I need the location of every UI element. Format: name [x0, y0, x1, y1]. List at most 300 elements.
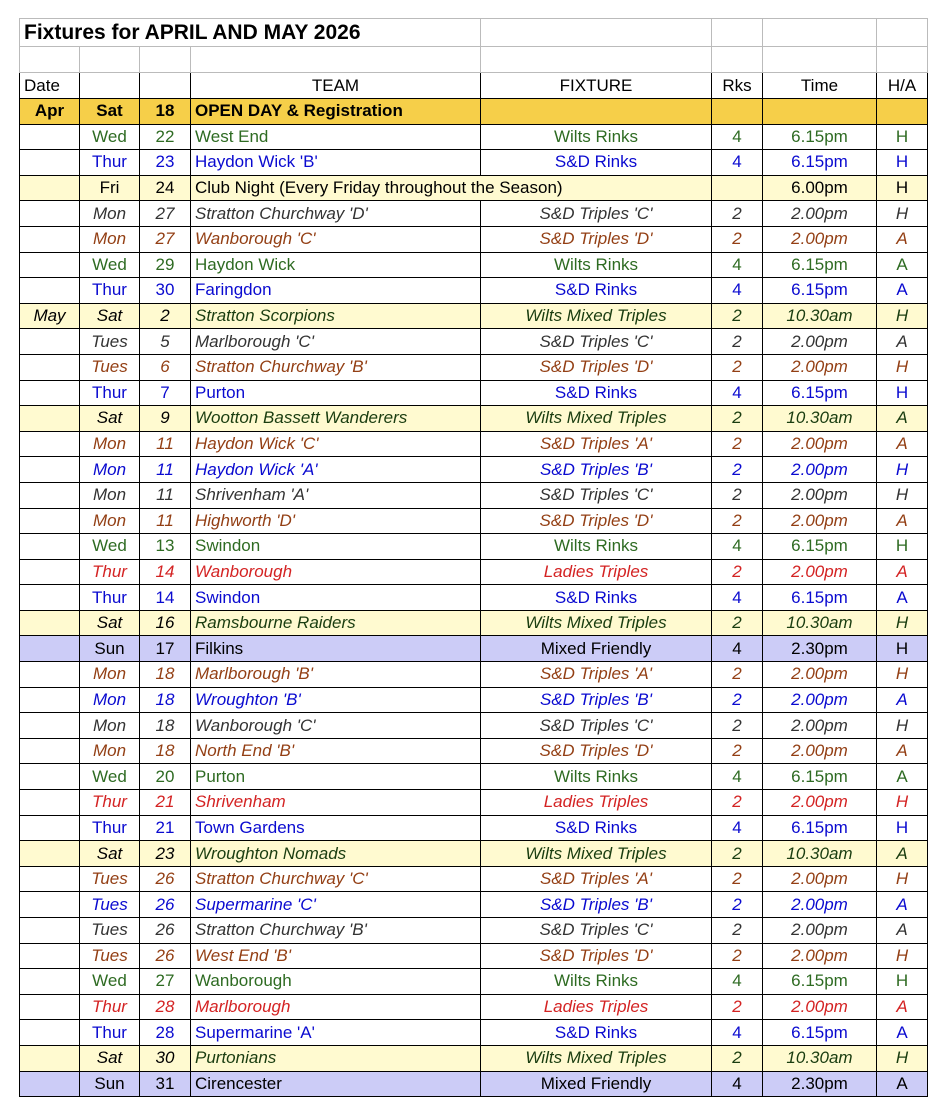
fixture-cell: Wilts Rinks: [481, 969, 712, 995]
home-away-cell: A: [877, 892, 928, 918]
month-cell: [20, 508, 80, 534]
team-cell: Wanborough: [191, 559, 481, 585]
rinks-cell: 4: [712, 252, 763, 278]
fixture-row: [20, 329, 928, 355]
time-cell: 2.00pm: [763, 918, 877, 944]
time-cell: 2.00pm: [763, 508, 877, 534]
team-cell: West End: [191, 124, 481, 150]
team-cell: Haydon Wick 'C': [191, 431, 481, 457]
time-cell: 2.00pm: [763, 226, 877, 252]
rinks-cell: 4: [712, 534, 763, 560]
team-cell: Swindon: [191, 534, 481, 560]
day-cell: Mon: [80, 508, 140, 534]
day-cell: Sun: [80, 636, 140, 662]
team-cell: Shrivenham: [191, 790, 481, 816]
home-away-cell: A: [877, 764, 928, 790]
month-cell: [20, 713, 80, 739]
day-cell: Wed: [80, 969, 140, 995]
fixture-row: [20, 764, 928, 790]
time-cell: 10.30am: [763, 610, 877, 636]
date-cell: 27: [140, 201, 191, 227]
home-away-cell: H: [877, 713, 928, 739]
home-away-cell: A: [877, 252, 928, 278]
team-cell: Stratton Churchway 'B': [191, 918, 481, 944]
fixture-cell: S&D Rinks: [481, 278, 712, 304]
month-cell: Apr: [20, 99, 80, 125]
day-cell: Thur: [80, 380, 140, 406]
home-away-cell: A: [877, 1071, 928, 1097]
date-cell: 14: [140, 585, 191, 611]
fixture-row: [20, 1071, 928, 1097]
month-cell: [20, 790, 80, 816]
time-cell: 10.30am: [763, 406, 877, 432]
time-cell: 6.15pm: [763, 124, 877, 150]
home-away-cell: A: [877, 559, 928, 585]
home-away-cell: A: [877, 687, 928, 713]
fixture-cell: Wilts Rinks: [481, 534, 712, 560]
fixture-row: [20, 815, 928, 841]
time-cell: 2.00pm: [763, 329, 877, 355]
home-away-cell: H: [877, 969, 928, 995]
day-cell: Tues: [80, 354, 140, 380]
day-cell: Wed: [80, 252, 140, 278]
rinks-cell: [712, 175, 763, 201]
time-cell: 2.00pm: [763, 559, 877, 585]
month-cell: [20, 738, 80, 764]
team-cell: Purtonians: [191, 1045, 481, 1071]
month-cell: [20, 662, 80, 688]
rinks-cell: [712, 99, 763, 125]
fixture-cell: S&D Rinks: [481, 150, 712, 176]
day-cell: Tues: [80, 892, 140, 918]
team-cell: Shrivenham 'A': [191, 482, 481, 508]
time-cell: 2.00pm: [763, 354, 877, 380]
rinks-cell: 2: [712, 201, 763, 227]
time-cell: 2.00pm: [763, 482, 877, 508]
rinks-cell: 4: [712, 585, 763, 611]
time-cell: 2.00pm: [763, 662, 877, 688]
time-cell: 6.15pm: [763, 764, 877, 790]
date-cell: 18: [140, 687, 191, 713]
team-cell: Marlborough: [191, 994, 481, 1020]
day-cell: Sat: [80, 841, 140, 867]
fixture-cell: Wilts Mixed Triples: [481, 1045, 712, 1071]
fixture-row: [20, 278, 928, 304]
home-away-cell: H: [877, 610, 928, 636]
rinks-cell: 2: [712, 482, 763, 508]
date-cell: 14: [140, 559, 191, 585]
empty-cell: [763, 47, 877, 73]
rinks-cell: 4: [712, 764, 763, 790]
fixture-cell: S&D Triples 'C': [481, 482, 712, 508]
day-cell: Thur: [80, 994, 140, 1020]
date-cell: 5: [140, 329, 191, 355]
fixture-row: [20, 150, 928, 176]
rinks-cell: 4: [712, 124, 763, 150]
day-cell: Mon: [80, 662, 140, 688]
day-cell: Thur: [80, 150, 140, 176]
home-away-cell: H: [877, 866, 928, 892]
rinks-cell: 4: [712, 636, 763, 662]
fixture-cell: S&D Rinks: [481, 1020, 712, 1046]
team-cell: OPEN DAY & Registration: [191, 99, 481, 125]
fixture-row: [20, 226, 928, 252]
day-cell: Sat: [80, 406, 140, 432]
fixture-row: [20, 124, 928, 150]
home-away-cell: A: [877, 994, 928, 1020]
fixture-row: [20, 380, 928, 406]
team-cell: West End 'B': [191, 943, 481, 969]
day-cell: Thur: [80, 790, 140, 816]
fixture-row: [20, 738, 928, 764]
empty-cell: [140, 47, 191, 73]
team-cell: Wroughton 'B': [191, 687, 481, 713]
time-cell: 6.15pm: [763, 150, 877, 176]
fixture-cell: Mixed Friendly: [481, 1071, 712, 1097]
fixture-cell: S&D Triples 'D': [481, 354, 712, 380]
fixture-row: [20, 713, 928, 739]
rinks-cell: 2: [712, 1045, 763, 1071]
fixtures-table: [19, 18, 928, 1097]
month-cell: [20, 969, 80, 995]
empty-cell: [80, 47, 140, 73]
fixture-row: [20, 482, 928, 508]
home-away-cell: H: [877, 124, 928, 150]
fixture-cell: S&D Triples 'B': [481, 687, 712, 713]
day-cell: Wed: [80, 764, 140, 790]
header-ha: H/A: [877, 73, 928, 99]
home-away-cell: H: [877, 303, 928, 329]
empty-cell: [763, 19, 877, 47]
team-cell: Wanborough 'C': [191, 713, 481, 739]
time-cell: 6.15pm: [763, 969, 877, 995]
rinks-cell: 2: [712, 918, 763, 944]
fixture-row: [20, 534, 928, 560]
header-time: Time: [763, 73, 877, 99]
fixture-row: [20, 662, 928, 688]
date-cell: 28: [140, 994, 191, 1020]
date-cell: 30: [140, 1045, 191, 1071]
home-away-cell: H: [877, 1045, 928, 1071]
rinks-cell: 2: [712, 841, 763, 867]
day-cell: Mon: [80, 713, 140, 739]
rinks-cell: 2: [712, 610, 763, 636]
time-cell: 2.00pm: [763, 201, 877, 227]
date-cell: 9: [140, 406, 191, 432]
date-cell: 26: [140, 918, 191, 944]
date-cell: 11: [140, 457, 191, 483]
team-cell: Club Night (Every Friday throughout the Season): [191, 175, 712, 201]
month-cell: [20, 534, 80, 560]
time-cell: 6.15pm: [763, 252, 877, 278]
home-away-cell: A: [877, 226, 928, 252]
header-num: [140, 73, 191, 99]
rinks-cell: 2: [712, 329, 763, 355]
time-cell: 2.30pm: [763, 1071, 877, 1097]
month-cell: [20, 226, 80, 252]
title-row: [20, 19, 928, 47]
fixture-cell: S&D Rinks: [481, 585, 712, 611]
date-cell: 26: [140, 892, 191, 918]
fixture-cell: Wilts Rinks: [481, 124, 712, 150]
day-cell: Thur: [80, 1020, 140, 1046]
rinks-cell: 2: [712, 431, 763, 457]
time-cell: 6.00pm: [763, 175, 877, 201]
home-away-cell: H: [877, 790, 928, 816]
home-away-cell: H: [877, 815, 928, 841]
month-cell: [20, 636, 80, 662]
home-away-cell: [877, 99, 928, 125]
empty-cell: [20, 47, 80, 73]
rinks-cell: 2: [712, 892, 763, 918]
day-cell: Wed: [80, 534, 140, 560]
team-cell: Cirencester: [191, 1071, 481, 1097]
fixture-cell: Wilts Rinks: [481, 764, 712, 790]
fixture-row: [20, 790, 928, 816]
team-cell: Wroughton Nomads: [191, 841, 481, 867]
fixture-row: [20, 892, 928, 918]
month-cell: [20, 1020, 80, 1046]
month-cell: [20, 175, 80, 201]
fixture-cell: S&D Triples 'A': [481, 866, 712, 892]
fixture-cell: Wilts Rinks: [481, 252, 712, 278]
fixture-row: [20, 457, 928, 483]
fixture-cell: [481, 99, 712, 125]
fixture-row: [20, 866, 928, 892]
date-cell: 27: [140, 226, 191, 252]
team-cell: Town Gardens: [191, 815, 481, 841]
day-cell: Tues: [80, 918, 140, 944]
home-away-cell: A: [877, 508, 928, 534]
home-away-cell: A: [877, 329, 928, 355]
day-cell: Mon: [80, 201, 140, 227]
date-cell: 17: [140, 636, 191, 662]
time-cell: 2.00pm: [763, 457, 877, 483]
time-cell: 6.15pm: [763, 278, 877, 304]
month-cell: [20, 329, 80, 355]
home-away-cell: H: [877, 662, 928, 688]
month-cell: [20, 892, 80, 918]
day-cell: Sun: [80, 1071, 140, 1097]
fixture-cell: Ladies Triples: [481, 994, 712, 1020]
header-date: Date: [20, 73, 80, 99]
header-row: [20, 73, 928, 99]
rinks-cell: 2: [712, 738, 763, 764]
month-cell: [20, 585, 80, 611]
time-cell: 2.00pm: [763, 738, 877, 764]
day-cell: Tues: [80, 329, 140, 355]
fixture-cell: Wilts Mixed Triples: [481, 406, 712, 432]
fixture-row: [20, 354, 928, 380]
team-cell: North End 'B': [191, 738, 481, 764]
rinks-cell: 2: [712, 406, 763, 432]
team-cell: Purton: [191, 380, 481, 406]
date-cell: 18: [140, 713, 191, 739]
month-cell: [20, 994, 80, 1020]
empty-cell: [481, 47, 712, 73]
month-cell: [20, 687, 80, 713]
empty-cell: [481, 19, 712, 47]
date-cell: 11: [140, 431, 191, 457]
date-cell: 23: [140, 841, 191, 867]
time-cell: 10.30am: [763, 1045, 877, 1071]
month-cell: [20, 150, 80, 176]
day-cell: Mon: [80, 738, 140, 764]
fixture-cell: S&D Rinks: [481, 380, 712, 406]
fixture-row: [20, 943, 928, 969]
day-cell: Mon: [80, 226, 140, 252]
day-cell: Sat: [80, 610, 140, 636]
day-cell: Sat: [80, 303, 140, 329]
month-cell: [20, 482, 80, 508]
fixture-row: [20, 994, 928, 1020]
date-cell: 16: [140, 610, 191, 636]
month-cell: [20, 457, 80, 483]
team-cell: Marlborough 'B': [191, 662, 481, 688]
home-away-cell: A: [877, 738, 928, 764]
month-cell: [20, 201, 80, 227]
team-cell: Highworth 'D': [191, 508, 481, 534]
date-cell: 31: [140, 1071, 191, 1097]
home-away-cell: H: [877, 482, 928, 508]
team-cell: Filkins: [191, 636, 481, 662]
time-cell: [763, 99, 877, 125]
fixture-row: [20, 303, 928, 329]
time-cell: 6.15pm: [763, 380, 877, 406]
team-cell: Faringdon: [191, 278, 481, 304]
month-cell: [20, 815, 80, 841]
date-cell: 13: [140, 534, 191, 560]
day-cell: Mon: [80, 457, 140, 483]
month-cell: [20, 918, 80, 944]
date-cell: 27: [140, 969, 191, 995]
home-away-cell: A: [877, 406, 928, 432]
date-cell: 11: [140, 508, 191, 534]
date-cell: 18: [140, 662, 191, 688]
home-away-cell: A: [877, 918, 928, 944]
month-cell: [20, 1071, 80, 1097]
day-cell: Fri: [80, 175, 140, 201]
rinks-cell: 4: [712, 815, 763, 841]
rinks-cell: 2: [712, 457, 763, 483]
day-cell: Thur: [80, 559, 140, 585]
fixture-cell: S&D Triples 'A': [481, 431, 712, 457]
rinks-cell: 2: [712, 687, 763, 713]
team-cell: Haydon Wick 'B': [191, 150, 481, 176]
date-cell: 6: [140, 354, 191, 380]
fixture-cell: Wilts Mixed Triples: [481, 303, 712, 329]
fixture-row: [20, 406, 928, 432]
fixture-cell: S&D Triples 'D': [481, 226, 712, 252]
day-cell: Sat: [80, 1045, 140, 1071]
team-cell: Stratton Churchway 'D': [191, 201, 481, 227]
rinks-cell: 2: [712, 790, 763, 816]
fixture-cell: S&D Triples 'C': [481, 201, 712, 227]
fixture-row: [20, 918, 928, 944]
time-cell: 6.15pm: [763, 534, 877, 560]
rinks-cell: 2: [712, 303, 763, 329]
home-away-cell: A: [877, 431, 928, 457]
home-away-cell: H: [877, 457, 928, 483]
day-cell: Tues: [80, 943, 140, 969]
fixture-cell: S&D Triples 'D': [481, 738, 712, 764]
home-away-cell: A: [877, 278, 928, 304]
rinks-cell: 2: [712, 226, 763, 252]
empty-cell: [191, 47, 481, 73]
fixture-row: [20, 1045, 928, 1071]
date-cell: 20: [140, 764, 191, 790]
date-cell: 30: [140, 278, 191, 304]
fixture-cell: S&D Triples 'B': [481, 892, 712, 918]
time-cell: 2.00pm: [763, 892, 877, 918]
rinks-cell: 2: [712, 866, 763, 892]
team-cell: Haydon Wick: [191, 252, 481, 278]
header-day: [80, 73, 140, 99]
home-away-cell: A: [877, 1020, 928, 1046]
month-cell: [20, 406, 80, 432]
team-cell: Wanborough 'C': [191, 226, 481, 252]
rinks-cell: 4: [712, 969, 763, 995]
team-cell: Ramsbourne Raiders: [191, 610, 481, 636]
time-cell: 6.15pm: [763, 815, 877, 841]
rinks-cell: 2: [712, 943, 763, 969]
header-team: TEAM: [191, 73, 481, 99]
home-away-cell: A: [877, 841, 928, 867]
home-away-cell: H: [877, 201, 928, 227]
team-cell: Wanborough: [191, 969, 481, 995]
fixture-row: [20, 559, 928, 585]
month-cell: [20, 764, 80, 790]
fixture-cell: Ladies Triples: [481, 790, 712, 816]
fixture-row: [20, 252, 928, 278]
month-cell: [20, 278, 80, 304]
team-cell: Marlborough 'C': [191, 329, 481, 355]
month-cell: [20, 354, 80, 380]
time-cell: 2.00pm: [763, 790, 877, 816]
day-cell: Mon: [80, 687, 140, 713]
date-cell: 22: [140, 124, 191, 150]
date-cell: 7: [140, 380, 191, 406]
date-cell: 28: [140, 1020, 191, 1046]
fixture-cell: Mixed Friendly: [481, 636, 712, 662]
rinks-cell: 4: [712, 278, 763, 304]
home-away-cell: H: [877, 354, 928, 380]
rinks-cell: 2: [712, 994, 763, 1020]
fixture-row: [20, 175, 928, 201]
day-cell: Thur: [80, 278, 140, 304]
home-away-cell: H: [877, 150, 928, 176]
fixture-row: [20, 610, 928, 636]
fixture-cell: Wilts Mixed Triples: [481, 610, 712, 636]
fixture-row: [20, 969, 928, 995]
rinks-cell: 4: [712, 1020, 763, 1046]
time-cell: 2.00pm: [763, 687, 877, 713]
empty-cell: [877, 19, 928, 47]
date-cell: 24: [140, 175, 191, 201]
home-away-cell: H: [877, 534, 928, 560]
page-title: Fixtures for APRIL AND MAY 2026: [20, 19, 481, 47]
fixture-row: [20, 508, 928, 534]
rinks-cell: 4: [712, 380, 763, 406]
month-cell: [20, 610, 80, 636]
date-cell: 29: [140, 252, 191, 278]
rinks-cell: 2: [712, 662, 763, 688]
month-cell: [20, 431, 80, 457]
month-cell: [20, 866, 80, 892]
fixture-cell: S&D Rinks: [481, 815, 712, 841]
date-cell: 26: [140, 866, 191, 892]
month-cell: May: [20, 303, 80, 329]
